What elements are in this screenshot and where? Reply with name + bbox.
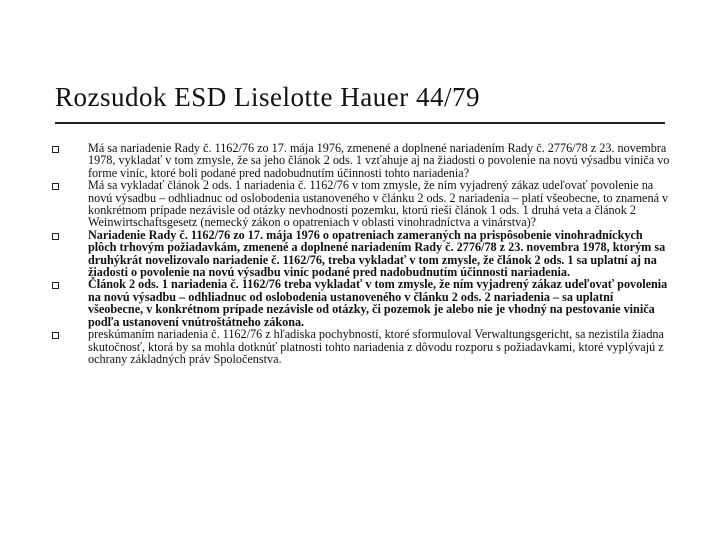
square-bullet-icon	[52, 146, 59, 153]
list-item	[50, 179, 670, 229]
list-item	[50, 278, 670, 328]
square-bullet-icon	[52, 183, 59, 190]
list-item	[50, 328, 670, 365]
square-bullet-icon	[52, 282, 59, 289]
bullet-list	[50, 142, 670, 365]
list-item	[50, 142, 670, 179]
list-item-text: preskúmaním nariadenia č. 1162/76 z hľadiska pochybností, ktoré sformuloval Verwaltungsgericht, sa nezistila žiadna skutočnosť, ktorá by sa mohla dotknúť platnosti tohto nariadenia z dôvodu rozporu s požiadavkami, ktoré vyplývajú z ochrany základných práv Spoločenstva.	[88, 327, 664, 366]
title-divider	[55, 122, 665, 124]
list-item-text: Má sa vykladať článok 2 ods. 1 nariadenia č. 1162/76 v tom zmysle, že ním vyjadrený zákaz udeľovať povolenie na novú výsadbu – odhliadnuc od oslobodenia ustanoveného v článku 2 ods. 2 nariadenia – platí všeobecne, to znamená v konkrétnom prípade nezávisle od otázky nevhodnosti pozemku, ktorú rieši článok 1 ods. 1 druhá veta a článok 2 Weinwirtschaftsgesetz (nemecký zákon o opatreniach v oblasti vinohradníctva a vinárstva)?	[88, 178, 669, 230]
slide-title: Rozsudok ESD Liselotte Hauer 44/79	[55, 82, 480, 112]
square-bullet-icon	[52, 233, 59, 240]
list-item	[50, 229, 670, 279]
list-item-text: Článok 2 ods. 1 nariadenia č. 1162/76 treba vykladať v tom zmysle, že ním vyjadrený zákaz udeľovať povolenia na novú výsadbu – odhliadnuc od oslobodenia ustanoveného v článku 2 ods. 2 nariadenia – sa uplatní všeobecne, v konkrétnom prípade nezávisle od otázky, či pozemok je alebo nie je vhodný na pestovanie viniča podľa ustanovení vnútroštátneho zákona.	[88, 277, 668, 329]
list-item-text: Nariadenie Rady č. 1162/76 zo 17. mája 1976 o opatreniach zameraných na prispôsobenie vinohradníckych plôch trhovým požiadavkám, zmenené a doplnené nariadením Rady č. 2776/78 z 23. novembra 1978, ktorým sa druhýkrát novelizovalo nariadenie č. 1162/76, treba vykladať v tom zmysle, že článok 2 ods. 1 sa uplatní aj na žiadosti o povolenie na novú výsadbu viníc podané pred nadobudnutím účinnosti nariadenia.	[88, 227, 666, 280]
list-item-text: Má sa nariadenie Rady č. 1162/76 zo 17. mája 1976, zmenené a doplnené nariadením Rady č. 2776/78 z 23. novembra 1978, vykladať v tom zmysle, že sa jeho článok 2 ods. 1 vzťahuje aj na žiadosti o povolenie na novú výsadbu viniča vo forme viníc, ktoré boli podané pred nadobudnutím účinnosti tohto nariadenia?	[88, 141, 670, 180]
square-bullet-icon	[52, 332, 59, 339]
